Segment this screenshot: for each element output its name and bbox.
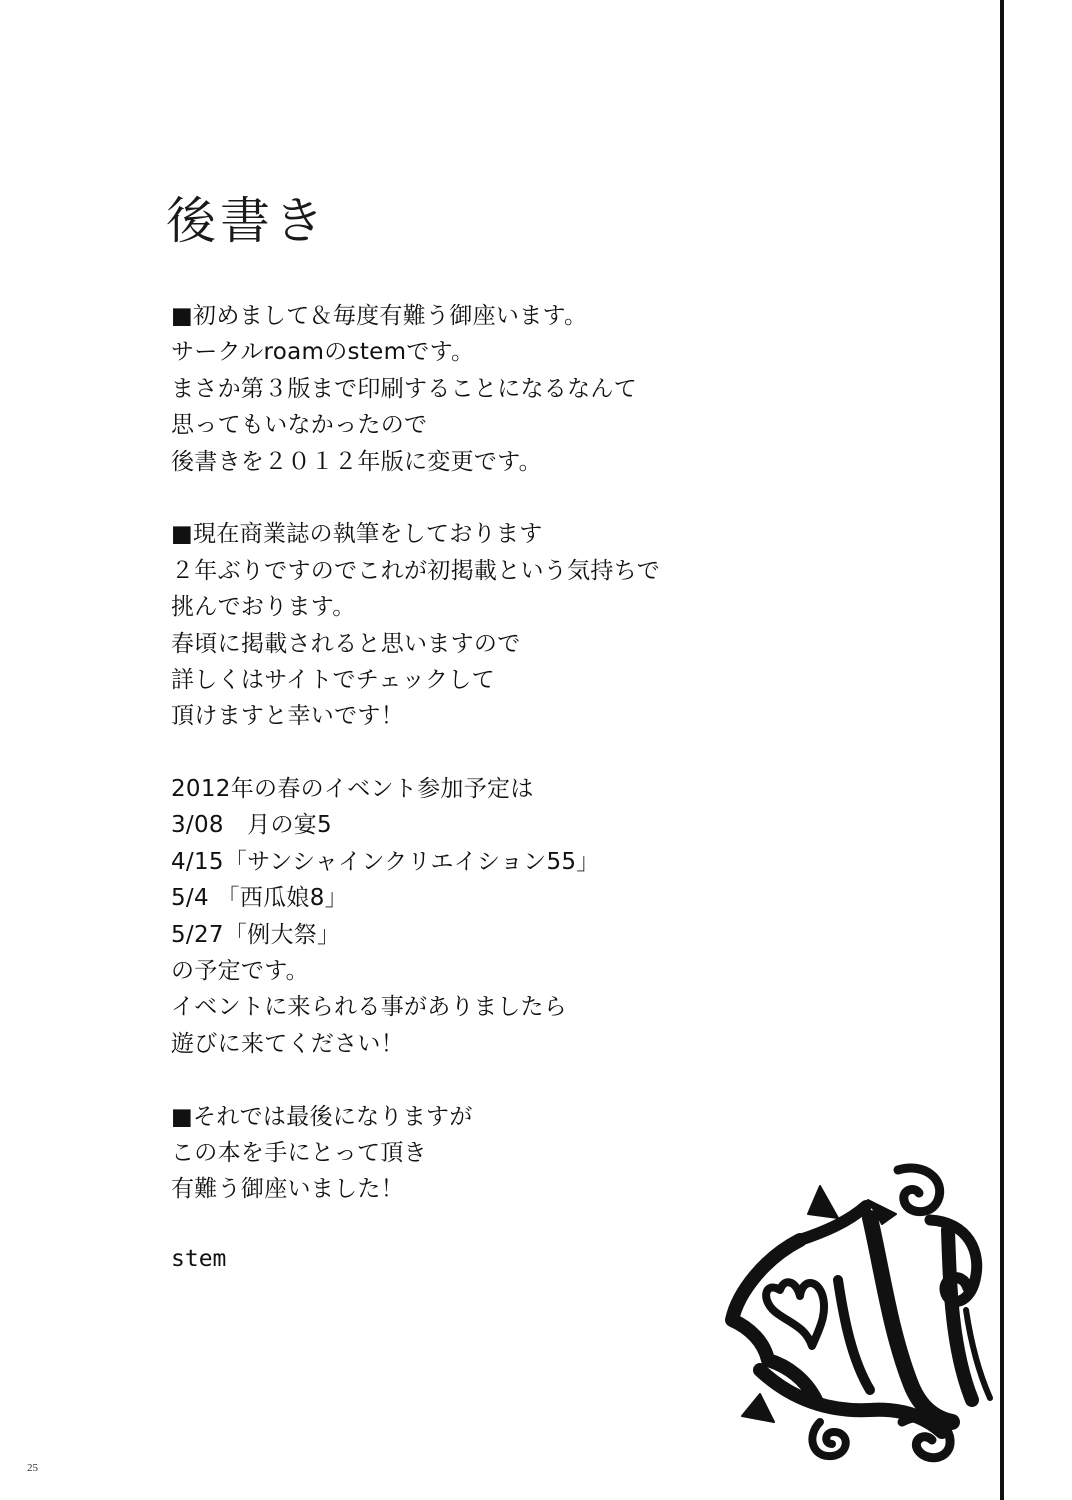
afterword-line: 3/08 月の宴5 xyxy=(171,812,332,839)
afterword-line: の予定です。 xyxy=(171,958,309,985)
afterword-line: 後書きを２０１２年版に変更です。 xyxy=(171,448,542,475)
afterword-line: 詳しくはサイトでチェックして xyxy=(171,666,495,693)
afterword-line: イベントに来られる事がありましたら xyxy=(171,994,568,1021)
afterword-line: 5/27「例大祭」 xyxy=(171,921,341,948)
afterword-line: 遊びに来てください！ xyxy=(171,1030,404,1057)
page-number: 25 xyxy=(27,1462,38,1474)
afterword-line: 有難う御座いました！ xyxy=(171,1176,404,1203)
afterword-line: 頂けますと幸いです！ xyxy=(171,703,404,730)
afterword-line xyxy=(171,480,951,516)
afterword-line xyxy=(171,735,951,771)
afterword-line: 2012年の春のイベント参加予定は xyxy=(171,776,534,803)
afterword-line: サークルroamのstemです。 xyxy=(171,339,475,366)
afterword-line: まさか第３版まで印刷することになるなんて xyxy=(171,375,637,402)
page-right-border xyxy=(1000,0,1004,1500)
afterword-line: この本を手にとって頂き xyxy=(171,1139,427,1166)
afterword-body xyxy=(171,298,951,1208)
afterword-line: ２年ぶりですのでこれが初掲載という気持ちで xyxy=(171,557,661,584)
afterword-line xyxy=(171,1062,951,1098)
tribal-ornament-icon xyxy=(720,1160,995,1465)
afterword-line: 5/4 「西瓜娘8」 xyxy=(171,885,348,912)
afterword-line: 挑んでおります。 xyxy=(171,594,356,621)
afterword-line: 4/15「サンシャインクリエイション55」 xyxy=(171,848,600,875)
page-title: 後書き xyxy=(166,192,328,250)
afterword-line: ■初めまして＆毎度有難う御座います。 xyxy=(171,303,588,329)
afterword-line: ■現在商業誌の執筆をしております xyxy=(171,521,543,548)
afterword-line: 思ってもいなかったので xyxy=(171,412,428,439)
afterword-line: ■それでは最後になりますが xyxy=(171,1103,473,1130)
author-signature: stem xyxy=(171,1246,227,1272)
afterword-line: 春頃に掲載されると思いますので xyxy=(171,630,521,657)
